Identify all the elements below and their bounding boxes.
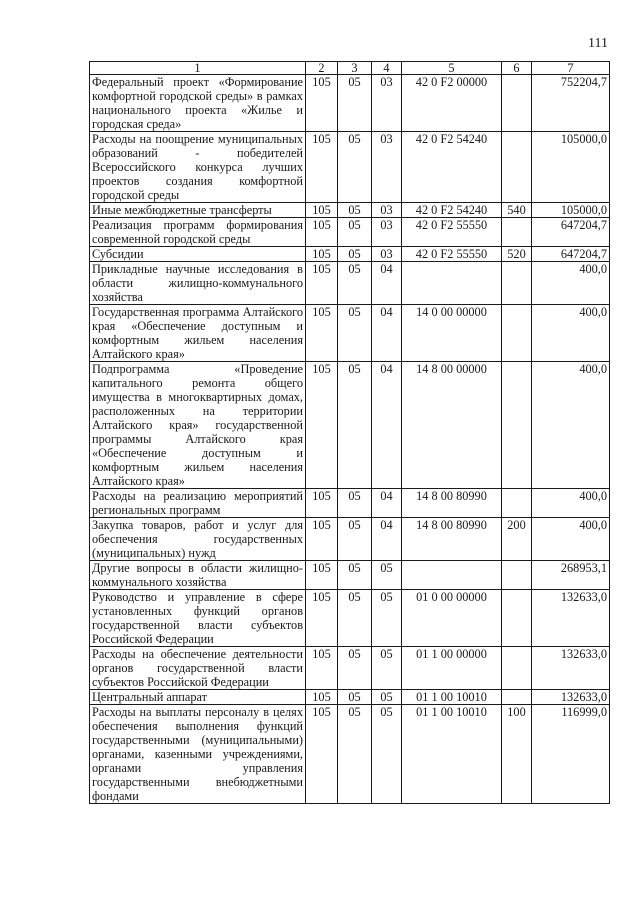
amount-cell: 132633,0 [532,690,610,705]
amount-cell: 105000,0 [532,203,610,218]
table-row [90,489,610,518]
column-header: 7 [532,62,610,75]
target-item-code-cell [402,561,502,590]
ministry-code-cell: 105 [306,489,338,518]
section-code-cell: 05 [338,518,372,561]
section-code-cell: 05 [338,362,372,489]
target-item-code-cell: 42 0 F2 54240 [402,203,502,218]
expense-type-code-cell: 200 [502,518,532,561]
section-code-cell: 05 [338,262,372,305]
section-code-cell: 05 [338,561,372,590]
amount-cell: 400,0 [532,489,610,518]
subsection-code-cell: 03 [372,203,402,218]
table-row [90,247,610,262]
column-header: 4 [372,62,402,75]
expense-type-code-cell [502,362,532,489]
section-code-cell: 05 [338,132,372,203]
amount-cell: 132633,0 [532,647,610,690]
item-name-cell: Государственная программа Алтайского края «Обеспечение доступным и комфортным жильем населения Алтайского края» [90,305,306,362]
amount-cell: 647204,7 [532,247,610,262]
target-item-code-cell [402,262,502,305]
amount-cell: 400,0 [532,262,610,305]
ministry-code-cell: 105 [306,705,338,804]
expense-type-code-cell [502,218,532,247]
item-name-cell: Расходы на обеспечение деятельности органов государственной власти субъектов Российской Федерации [90,647,306,690]
ministry-code-cell: 105 [306,75,338,132]
table-row [90,75,610,132]
item-name-cell: Подпрограмма «Проведение капитального ремонта общего имущества в многоквартирных домах, расположенных на территории Алтайского края» государственной программы Алтайского края «Обеспечение доступным и комфортным жильем населения Алтайского края» [90,362,306,489]
ministry-code-cell: 105 [306,203,338,218]
expense-type-code-cell: 100 [502,705,532,804]
item-name-cell: Реализация программ формирования современной городской среды [90,218,306,247]
expense-type-code-cell [502,132,532,203]
ministry-code-cell: 105 [306,518,338,561]
section-code-cell: 05 [338,690,372,705]
ministry-code-cell: 105 [306,247,338,262]
item-name-cell: Центральный аппарат [90,690,306,705]
item-name-cell: Прикладные научные исследования в области жилищно-коммунального хозяйства [90,262,306,305]
column-header: 2 [306,62,338,75]
item-name-cell: Субсидии [90,247,306,262]
column-header: 1 [90,62,306,75]
section-code-cell: 05 [338,489,372,518]
item-name-cell: Другие вопросы в области жилищно-коммунального хозяйства [90,561,306,590]
page-number: 111 [588,36,608,51]
section-code-cell: 05 [338,75,372,132]
subsection-code-cell: 05 [372,561,402,590]
ministry-code-cell: 105 [306,362,338,489]
section-code-cell: 05 [338,705,372,804]
target-item-code-cell: 42 0 F2 55550 [402,218,502,247]
subsection-code-cell: 05 [372,690,402,705]
expense-type-code-cell: 540 [502,203,532,218]
table-row [90,590,610,647]
table-row [90,518,610,561]
expense-type-code-cell [502,489,532,518]
amount-cell: 105000,0 [532,132,610,203]
expense-type-code-cell [502,590,532,647]
expense-type-code-cell [502,647,532,690]
target-item-code-cell: 14 8 00 00000 [402,362,502,489]
section-code-cell: 05 [338,590,372,647]
subsection-code-cell: 03 [372,132,402,203]
section-code-cell: 05 [338,203,372,218]
section-code-cell: 05 [338,247,372,262]
target-item-code-cell: 14 8 00 80990 [402,518,502,561]
subsection-code-cell: 03 [372,218,402,247]
amount-cell: 132633,0 [532,590,610,647]
target-item-code-cell: 42 0 F2 55550 [402,247,502,262]
table-row [90,690,610,705]
amount-cell: 400,0 [532,362,610,489]
expense-type-code-cell [502,305,532,362]
table-row [90,705,610,804]
target-item-code-cell: 01 1 00 10010 [402,705,502,804]
subsection-code-cell: 04 [372,262,402,305]
amount-cell: 116999,0 [532,705,610,804]
subsection-code-cell: 04 [372,489,402,518]
table-row [90,647,610,690]
amount-cell: 268953,1 [532,561,610,590]
subsection-code-cell: 03 [372,247,402,262]
ministry-code-cell: 105 [306,590,338,647]
section-code-cell: 05 [338,305,372,362]
table-row [90,561,610,590]
column-header: 3 [338,62,372,75]
ministry-code-cell: 105 [306,218,338,247]
subsection-code-cell: 05 [372,705,402,804]
column-header: 6 [502,62,532,75]
expense-type-code-cell: 520 [502,247,532,262]
item-name-cell: Закупка товаров, работ и услуг для обеспечения государственных (муниципальных) нужд [90,518,306,561]
header-row [90,62,610,75]
amount-cell: 647204,7 [532,218,610,247]
table-row [90,218,610,247]
subsection-code-cell: 04 [372,362,402,489]
section-code-cell: 05 [338,218,372,247]
target-item-code-cell: 01 0 00 00000 [402,590,502,647]
expense-type-code-cell [502,690,532,705]
item-name-cell: Расходы на реализацию мероприятий региональных программ [90,489,306,518]
ministry-code-cell: 105 [306,561,338,590]
expense-type-code-cell [502,561,532,590]
ministry-code-cell: 105 [306,647,338,690]
column-header: 5 [402,62,502,75]
section-code-cell: 05 [338,647,372,690]
target-item-code-cell: 01 1 00 10010 [402,690,502,705]
item-name-cell: Иные межбюджетные трансферты [90,203,306,218]
ministry-code-cell: 105 [306,690,338,705]
subsection-code-cell: 05 [372,647,402,690]
expense-type-code-cell [502,75,532,132]
item-name-cell: Расходы на поощрение муниципальных образований - победителей Всероссийского конкурса лучших проектов создания комфортной городской среды [90,132,306,203]
budget-table [89,61,610,804]
amount-cell: 400,0 [532,518,610,561]
ministry-code-cell: 105 [306,262,338,305]
amount-cell: 400,0 [532,305,610,362]
item-name-cell: Федеральный проект «Формирование комфортной городской среды» в рамках национального проекта «Жилье и городская среда» [90,75,306,132]
table-row [90,262,610,305]
subsection-code-cell: 04 [372,305,402,362]
target-item-code-cell: 42 0 F2 00000 [402,75,502,132]
target-item-code-cell: 42 0 F2 54240 [402,132,502,203]
subsection-code-cell: 04 [372,518,402,561]
table-row [90,305,610,362]
expense-type-code-cell [502,262,532,305]
item-name-cell: Руководство и управление в сфере установленных функций органов государственной власти субъектов Российской Федерации [90,590,306,647]
ministry-code-cell: 105 [306,132,338,203]
target-item-code-cell: 01 1 00 00000 [402,647,502,690]
table-row [90,132,610,203]
target-item-code-cell: 14 0 00 00000 [402,305,502,362]
target-item-code-cell: 14 8 00 80990 [402,489,502,518]
item-name-cell: Расходы на выплаты персоналу в целях обеспечения выполнения функций государственными (муниципальными) органами, казенными учреждениями, органами управления государственными внебюджетными фондами [90,705,306,804]
subsection-code-cell: 05 [372,590,402,647]
table-row [90,203,610,218]
amount-cell: 752204,7 [532,75,610,132]
subsection-code-cell: 03 [372,75,402,132]
ministry-code-cell: 105 [306,305,338,362]
table-row [90,362,610,489]
